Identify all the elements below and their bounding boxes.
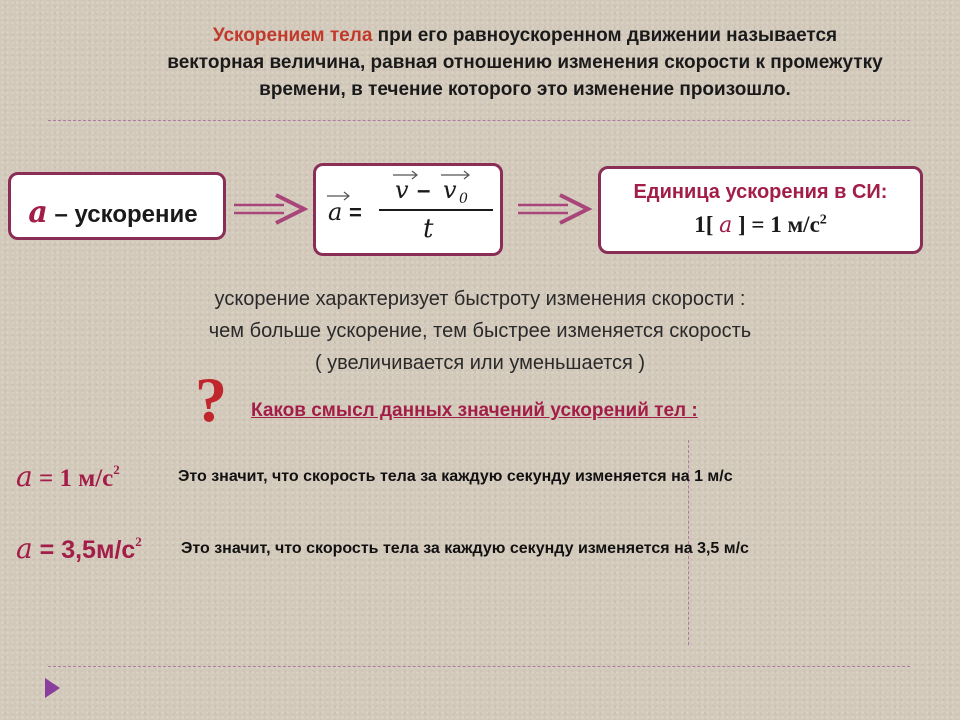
example-1-number: = 1 м/с <box>32 465 114 492</box>
example-1-text: Это значит, что скорость тела за каждую секунду изменяется на 1 м/с <box>178 468 733 485</box>
intro-line2: векторная величина, равная отношению изменения скорости к промежутку <box>167 52 883 73</box>
formula-minus: – <box>417 177 431 204</box>
si-unit-title: Единица ускорения в СИ: <box>633 181 888 203</box>
example-2-number: = 3,5м/с <box>32 536 136 564</box>
formula-equals: = <box>349 200 362 225</box>
definition-text <box>0 195 226 230</box>
example-1-exp: 2 <box>113 462 120 477</box>
formula-v: v <box>395 176 409 204</box>
example-2-exp: 2 <box>135 534 142 549</box>
formula-v0-subscript: 0 <box>459 191 468 207</box>
example-1-symbol: a <box>16 460 33 493</box>
si-unit-exp: 2 <box>819 212 827 228</box>
guide-line-bottom <box>48 666 910 667</box>
example-2-symbol: a <box>16 532 33 565</box>
definition-label: ускорение <box>74 201 198 228</box>
si-unit-box <box>598 166 923 254</box>
question-text: Каков смысл данных значений ускорений тел : <box>251 400 698 421</box>
si-unit-suffix: ] = 1 м/с <box>738 212 820 237</box>
intro-line1: при его равноускоренном движении называется <box>377 25 838 46</box>
description <box>60 283 900 379</box>
description-line2: чем больше ускорение, тем быстрее изменяется скорость <box>208 320 752 342</box>
si-unit-prefix: 1[ <box>694 212 714 237</box>
definition-separator: – <box>47 201 75 228</box>
formula-lhs: a <box>328 198 343 226</box>
example-2-text: Это значит, что скорость тела за каждую секунду изменяется на 3,5 м/с <box>181 540 749 557</box>
acceleration-formula <box>313 163 503 256</box>
example-1-value <box>16 460 120 493</box>
formula-denominator: t <box>423 214 434 244</box>
example-2-value <box>16 532 142 565</box>
play-triangle-icon[interactable] <box>45 678 60 698</box>
right-arrow-icon <box>516 192 592 226</box>
intro-paragraph <box>110 22 940 103</box>
acceleration-symbol: a <box>28 195 48 230</box>
question-mark-icon: ? <box>195 364 227 435</box>
right-arrow-icon <box>232 192 308 226</box>
description-line1: ускорение характеризует быстроту изменения скорости : <box>214 288 746 310</box>
guide-line-top <box>48 120 910 121</box>
formula-v0: v <box>443 176 457 204</box>
si-unit-value <box>598 212 923 238</box>
intro-highlight: Ускорением тела <box>212 25 373 46</box>
si-unit-symbol: a <box>719 213 733 238</box>
intro-line3: времени, в течение которого это изменение произошло. <box>259 79 791 100</box>
description-line3: ( увеличивается или уменьшается ) <box>314 352 646 374</box>
